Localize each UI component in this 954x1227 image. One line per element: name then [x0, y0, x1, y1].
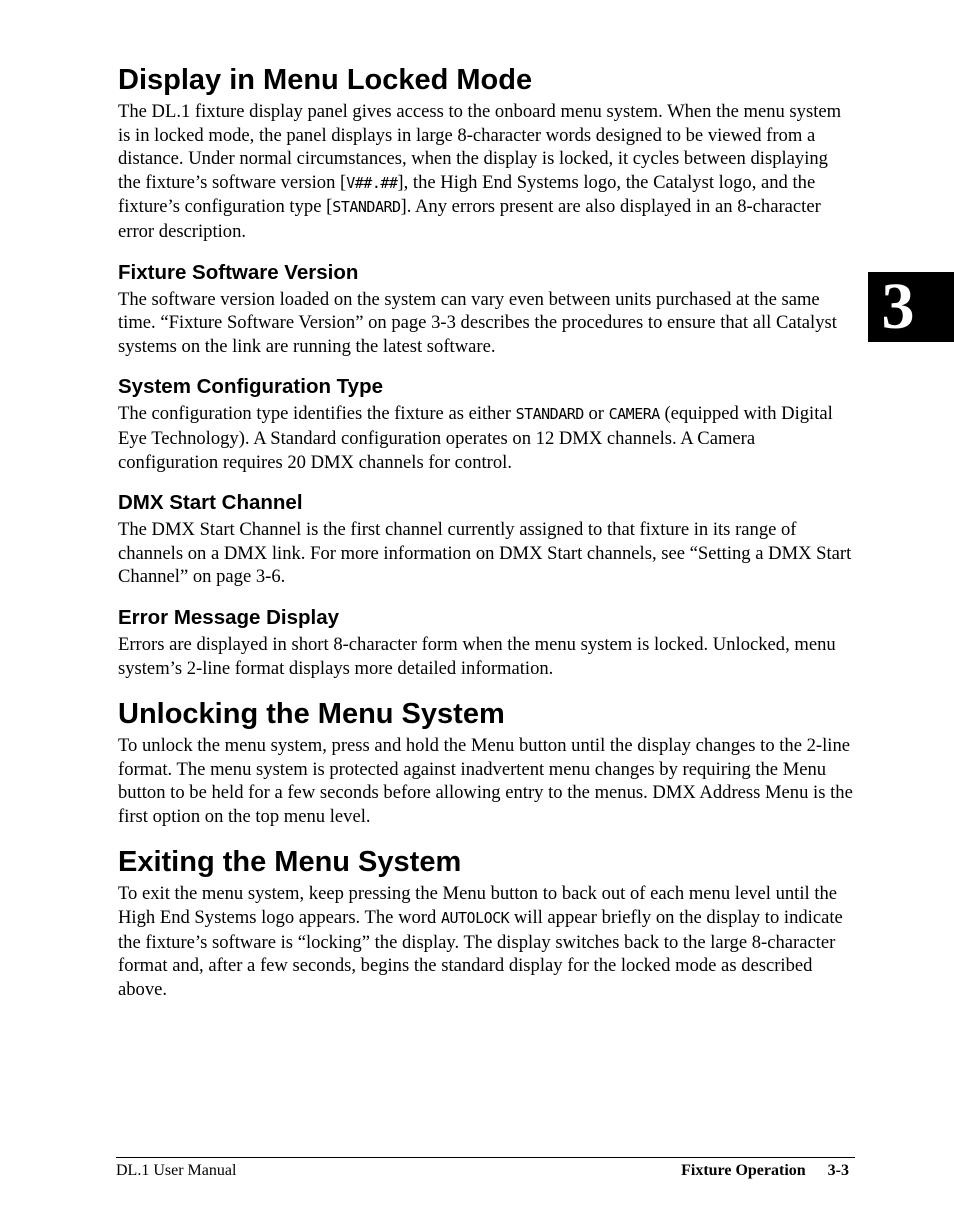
text-run: (equipped with Digital Eye Technology). A Standard configuration operates on 12 DMX channels. A Camera configuration requires 20 DMX channels for control.: [118, 403, 833, 473]
subsection-body-error: Errors are displayed in short 8-character form when the menu system is locked. Unlocked, menu system’s 2-line format displays more detailed information.: [118, 633, 836, 679]
text-run: The configuration type identifies the fixture as either: [118, 403, 516, 425]
code-autolock: AUTOLOCK: [440, 909, 510, 928]
section-body-exit: [118, 882, 853, 1001]
code-standard: STANDARD: [515, 405, 584, 424]
subsection-title-software: Fixture Software Version: [118, 260, 359, 284]
page-content: [118, 62, 853, 1001]
code-version: V##.##: [346, 173, 398, 192]
section-body-locked-mode: [118, 100, 853, 244]
text-run: To exit the menu system, keep pressing the Menu button to back out of each menu level until the High End Systems logo appears. The word: [118, 883, 838, 929]
footer-chapter: Fixture Operation: [681, 1162, 806, 1179]
code-standard: STANDARD: [332, 198, 401, 217]
text-run: The DL.1 fixture display panel gives access to the onboard menu system. When the menu system is in locked mode, the panel displays in large 8-character words designed to be viewed from a distance. Under normal circumstances, when the display is locked, it cycles between displaying the fixture’s software version: [118, 101, 842, 193]
footer-page-number: 3-3: [827, 1162, 849, 1179]
section-title-unlock: Unlocking the Menu System: [118, 698, 505, 731]
subsection-body-software: The software version loaded on the system can vary even between units purchased at the same time. “Fixture Software Version” on page 3-3 describes the procedures to ensure that all Catalyst systems on the link are running the latest software.: [118, 288, 837, 357]
text-run: ], the High End Systems logo, the Catalyst logo, and the fixture’s configuration type [: [118, 171, 816, 218]
footer-manual-title: DL.1 User Manual: [116, 1162, 237, 1179]
subsection-body-dmx: The DMX Start Channel is the first channel currently assigned to that fixture in its range of channels on a DMX link. For more information on DMX Start channels, see “Setting a DMX Start Channel” on page 3-6.: [118, 519, 852, 588]
section-body-unlock: To unlock the menu system, press and hold the Menu button until the display changes to the 2-line format. The menu system is protected against inadvertent menu changes by requiring the Menu button to be held for a few seconds before allowing entry to the menus. DMX Address Menu is the first option on the top menu level.: [118, 735, 853, 827]
footer-chapter-page: [681, 1161, 849, 1181]
code-camera: CAMERA: [608, 405, 660, 424]
subsection-title-error: Error Message Display: [118, 605, 340, 629]
section-title-locked-mode: Display in Menu Locked Mode: [118, 64, 533, 96]
chapter-tab: 3: [868, 272, 954, 342]
subsection-body-config: [118, 402, 853, 474]
subsection-title-dmx: DMX Start Channel: [118, 491, 303, 515]
text-run: [: [340, 171, 347, 193]
text-run: will appear briefly on the display to indicate the fixture’s software is “locking” the display. The display switches back to the large 8-character format and, after a few seconds, begins the standard display for the locked mode as described above.: [118, 907, 843, 1000]
text-run: or: [583, 403, 609, 425]
text-run: ]. Any errors present are also displayed in an 8-character error description.: [118, 196, 821, 242]
section-title-exit: Exiting the Menu System: [118, 846, 462, 879]
subsection-title-config: System Configuration Type: [118, 375, 384, 399]
footer-rule: [116, 1157, 855, 1158]
